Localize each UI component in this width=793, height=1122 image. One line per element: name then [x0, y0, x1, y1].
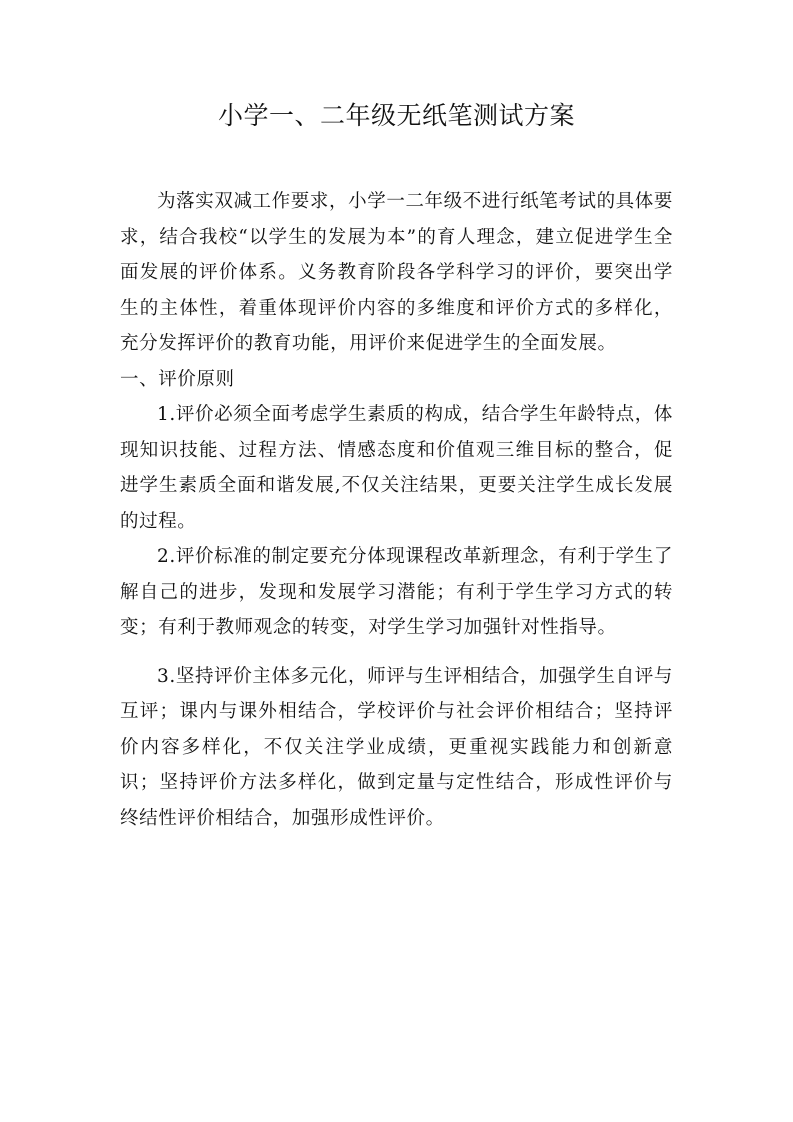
principle-item-1: 1.评价必须全面考虑学生素质的构成，结合学生年龄特点，体现知识技能、过程方法、情感态度和价值观三维目标的整合，促进学生素质全面和谐发展,不仅关注结果，更要关注学生成长发展的过程。 [120, 404, 673, 532]
principle-item-3: 3.坚持评价主体多元化，师评与生评相结合，加强学生自评与互评；课内与课外相结合，学校评价与社会评价相结合；坚持评价内容多样化，不仅关注学业成绩，更重视实践能力和创新意识；坚持评价方法多样化，做到定量与定性结合，形成性评价与终结性评价相结合，加强形成性评价。 [120, 665, 673, 829]
intro-paragraph: 为落实双减工作要求，小学一二年级不进行纸笔考试的具体要求，结合我校“以学生的发展为本”的育人理念，建立促进学生全面发展的评价体系。义务教育阶段各学科学习的评价，要突出学生的主体性，着重体现评价内容的多维度和评价方式的多样化，充分发挥评价的教育功能，用评价来促进学生的全面发展。 [120, 191, 673, 354]
paragraph-spacer [120, 646, 673, 659]
document-body [120, 184, 673, 836]
section-heading-principles: 一、评价原则 [120, 368, 235, 390]
document-title: 小学一、二年级无纸笔测试方案 [217, 101, 575, 130]
principle-item-2: 2.评价标准的制定要充分体现课程改革新理念，有利于学生了解自己的进步，发现和发展学习潜能；有利于学生学习方式的转变；有利于教师观念的转变，对学生学习加强针对性指导。 [120, 546, 673, 638]
